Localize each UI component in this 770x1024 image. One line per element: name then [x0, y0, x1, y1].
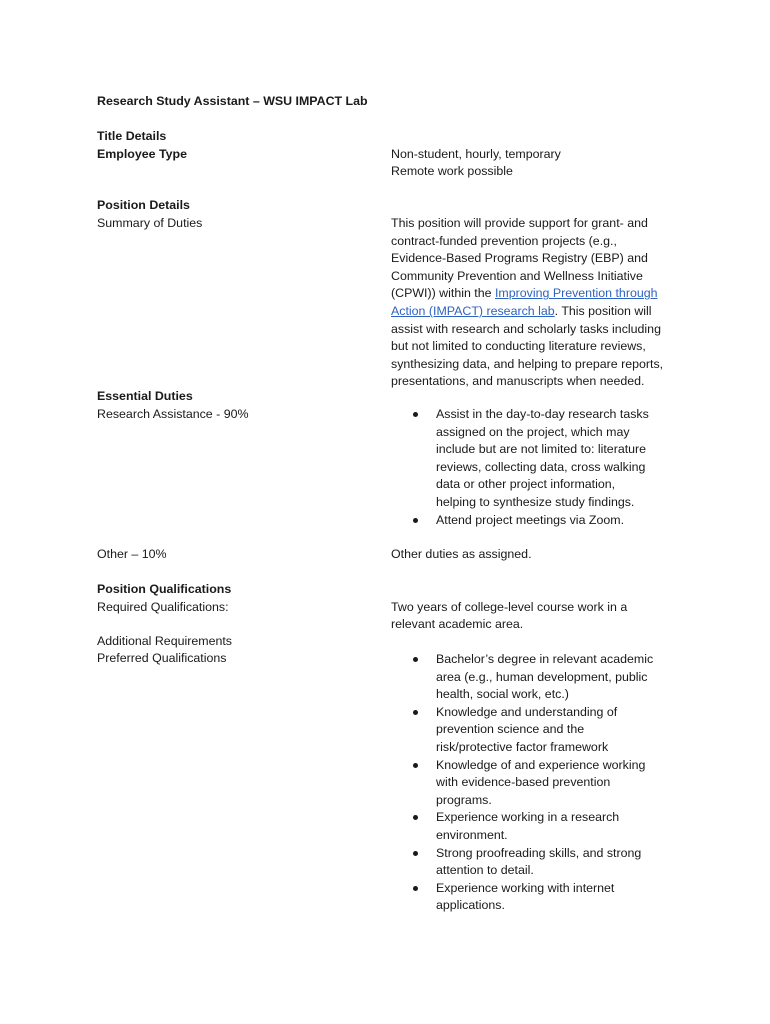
list-item: [391, 809, 681, 844]
summary-line: [391, 285, 681, 303]
list-item: [391, 512, 681, 530]
list-item-line: attention to detail.: [436, 863, 534, 878]
list-item: [391, 845, 681, 880]
impact-lab-link[interactable]: Improving Prevention through: [494, 286, 658, 301]
additional-requirements-label: Additional Requirements: [97, 634, 232, 648]
list-item-line: reviews, collecting data, cross walking: [436, 459, 646, 474]
essential-duties-heading: Essential Duties: [97, 389, 193, 403]
list-item-line: Knowledge of and experience working: [436, 757, 646, 772]
document-title: Research Study Assistant – WSU IMPACT Lab: [97, 94, 368, 108]
preferred-qualifications-label: Preferred Qualifications: [97, 651, 227, 665]
other-label: Other – 10%: [97, 547, 167, 561]
list-item-line: include but are not limited to: literature: [436, 442, 647, 457]
list-item-line: programs.: [436, 792, 492, 807]
impact-lab-link-continued[interactable]: Action (IMPACT) research lab: [391, 303, 555, 318]
list-item-line: Experience working with internet: [436, 880, 615, 895]
list-item-line: Knowledge and understanding of: [436, 704, 618, 719]
list-item-line: area (e.g., human development, public: [436, 669, 648, 684]
research-duties-list: [391, 406, 681, 529]
list-item: [391, 880, 681, 915]
summary-line: assist with research and scholarly tasks including: [391, 321, 661, 336]
bullet-icon: [413, 710, 418, 715]
list-item: [391, 651, 681, 704]
list-item-line: data or other project information,: [436, 477, 616, 492]
list-item-line: Strong proofreading skills, and strong: [436, 845, 642, 860]
bullet-icon: [413, 886, 418, 891]
position-details-heading: Position Details: [97, 198, 190, 212]
summary-line: Community Prevention and Wellness Initiative: [391, 268, 643, 283]
list-item-line: environment.: [436, 827, 508, 842]
bullet-icon: [413, 851, 418, 856]
list-item-line: applications.: [436, 898, 505, 913]
summary-line: contract-funded prevention projects (e.g.,: [391, 233, 617, 248]
list-item-line: assigned on the project, which may: [436, 424, 630, 439]
summary-of-duties-text: [391, 215, 681, 391]
summary-line: synthesizing data, and helping to prepare reports,: [391, 356, 664, 371]
required-qualifications-line-1: Two years of college-level course work in a: [391, 600, 628, 614]
bullet-icon: [413, 412, 418, 417]
bullet-icon: [413, 815, 418, 820]
required-qualifications-label: Required Qualifications:: [97, 600, 229, 614]
list-item-line: Bachelor’s degree in relevant academic: [436, 652, 654, 666]
research-assistance-label: Research Assistance - 90%: [97, 407, 249, 421]
list-item: [391, 704, 681, 757]
employee-type-value-line-2: Remote work possible: [391, 164, 513, 178]
summary-text-segment: (CPWI)) within the: [391, 286, 495, 301]
list-item-line: Assist in the day-to-day research tasks: [436, 407, 649, 421]
position-qualifications-heading: Position Qualifications: [97, 582, 232, 596]
summary-text-segment: . This position will: [554, 303, 652, 318]
employee-type-label: Employee Type: [97, 147, 187, 161]
list-item-line: prevention science and the: [436, 722, 585, 737]
summary-of-duties-label: Summary of Duties: [97, 216, 203, 230]
bullet-icon: [413, 763, 418, 768]
list-item-line: Experience working in a research: [436, 810, 620, 825]
bullet-icon: [413, 657, 418, 662]
list-item-line: risk/protective factor framework: [436, 739, 609, 754]
list-item: [391, 757, 681, 810]
list-item-line: Attend project meetings via Zoom.: [436, 512, 625, 527]
summary-line: Evidence-Based Programs Registry (EBP) and: [391, 251, 648, 266]
list-item-line: with evidence-based prevention: [436, 775, 611, 790]
summary-line: [391, 303, 681, 321]
preferred-qualifications-list: [391, 651, 681, 915]
list-item-line: health, social work, etc.): [436, 687, 569, 702]
list-item-line: helping to synthesize study findings.: [436, 494, 635, 509]
employee-type-value-line-1: Non-student, hourly, temporary: [391, 147, 561, 161]
required-qualifications-line-2: relevant academic area.: [391, 617, 524, 631]
summary-line: presentations, and manuscripts when needed.: [391, 374, 645, 389]
bullet-icon: [413, 518, 418, 523]
summary-line: but not limited to conducting literature reviews,: [391, 339, 646, 354]
list-item: [391, 406, 681, 512]
summary-line: This position will provide support for grant- and: [391, 216, 648, 230]
other-value: Other duties as assigned.: [391, 547, 532, 561]
title-details-heading: Title Details: [97, 129, 167, 143]
